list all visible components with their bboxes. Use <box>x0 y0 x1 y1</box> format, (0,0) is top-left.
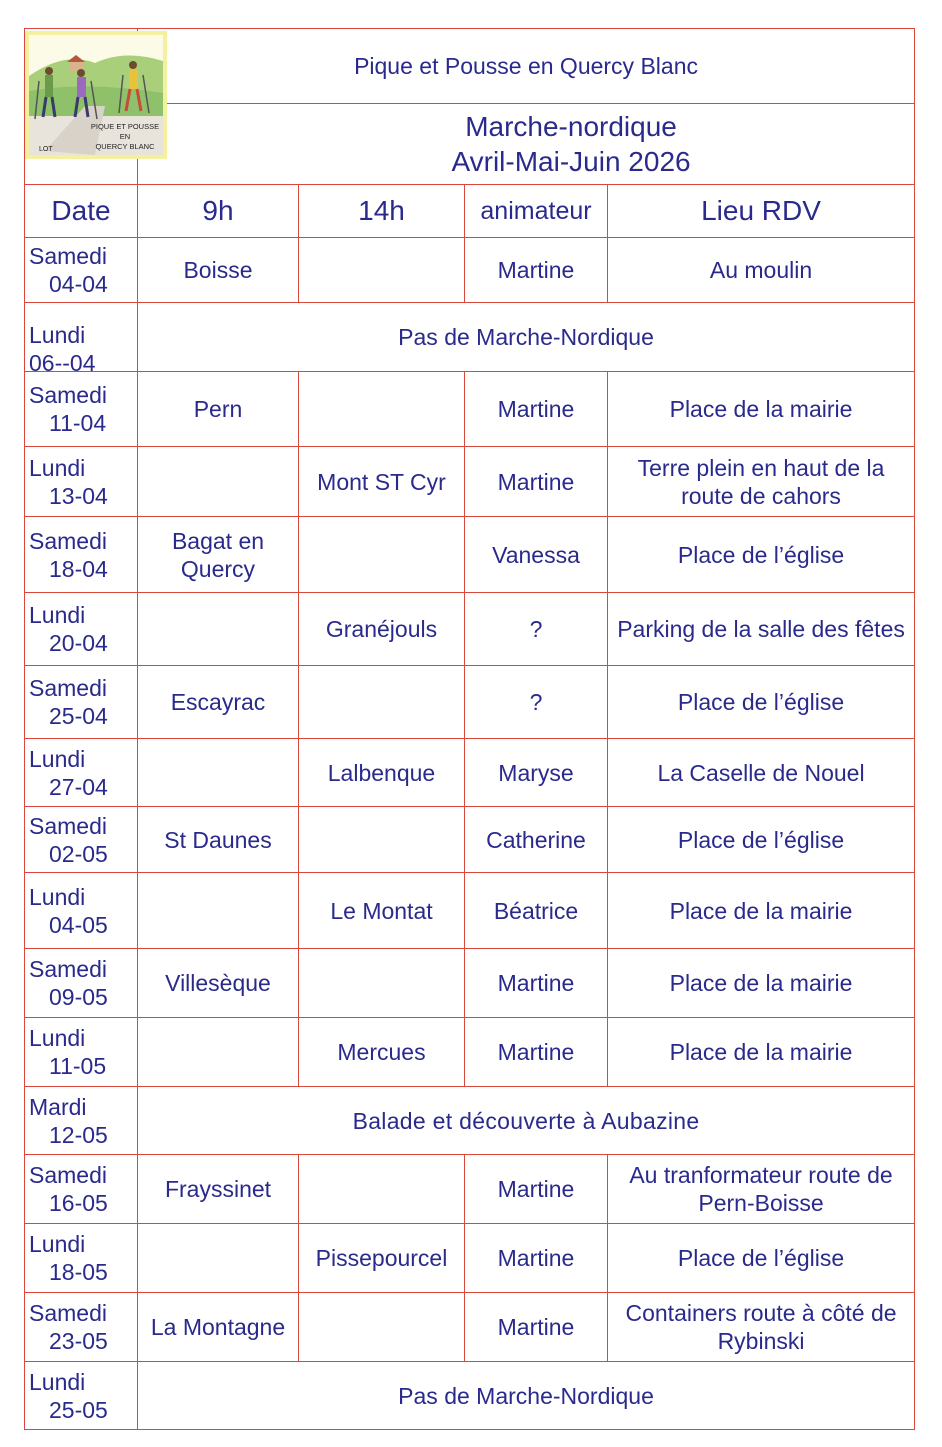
weekday: Samedi <box>29 1162 107 1188</box>
weekday: Lundi <box>29 454 86 481</box>
table-row <box>25 666 915 739</box>
weekday: Samedi <box>29 812 107 839</box>
date-cell <box>25 873 138 949</box>
morning-location: Boisse <box>138 238 299 303</box>
date-cell <box>25 447 138 517</box>
date-value: 25-04 <box>49 703 108 729</box>
no-walk-notice: Pas de Marche-Nordique <box>138 303 915 372</box>
svg-text:PIQUE ET POUSSE: PIQUE ET POUSSE <box>90 122 160 131</box>
table-row <box>25 1087 915 1155</box>
morning-location <box>138 1224 299 1293</box>
meeting-place: Place de la mairie <box>608 873 915 949</box>
date-value: 25-05 <box>49 1396 108 1423</box>
date-cell <box>25 303 138 372</box>
table-row <box>25 238 915 303</box>
afternoon-location <box>299 1155 465 1224</box>
afternoon-location: Mont ST Cyr <box>299 447 465 517</box>
leader-name: Martine <box>465 372 608 447</box>
afternoon-location <box>299 949 465 1018</box>
schedule-rows <box>25 238 915 1430</box>
morning-location: Pern <box>138 372 299 447</box>
date-value: 18-05 <box>49 1259 108 1285</box>
morning-location <box>138 593 299 666</box>
leader-name: Martine <box>465 1018 608 1087</box>
date-value: 20-04 <box>49 630 108 656</box>
meeting-place: Place de la mairie <box>608 372 915 447</box>
table-row <box>25 1224 915 1293</box>
afternoon-location: Pissepourcel <box>299 1224 465 1293</box>
meeting-place: Place de l’église <box>608 666 915 739</box>
leader-name: ? <box>465 593 608 666</box>
title-row <box>25 29 915 104</box>
date-cell <box>25 949 138 1018</box>
afternoon-location: Le Montat <box>299 873 465 949</box>
weekday: Samedi <box>29 1300 107 1326</box>
weekday: Lundi <box>29 1231 86 1257</box>
leader-name: Martine <box>465 949 608 1018</box>
col-header-lieu: Lieu RDV <box>608 185 915 238</box>
date-value: 18-04 <box>49 555 108 582</box>
col-header-9h: 9h <box>138 185 299 238</box>
table-row <box>25 949 915 1018</box>
morning-location: Escayrac <box>138 666 299 739</box>
morning-location: Bagat en Quercy <box>138 517 299 593</box>
leader-name: Martine <box>465 447 608 517</box>
meeting-place: La Caselle de Nouel <box>608 739 915 807</box>
table-row <box>25 1293 915 1362</box>
weekday: Samedi <box>29 243 107 269</box>
afternoon-location <box>299 238 465 303</box>
date-cell <box>25 372 138 447</box>
date-cell <box>25 1224 138 1293</box>
date-value: 27-04 <box>49 773 108 800</box>
svg-text:EN: EN <box>119 132 131 141</box>
hikers-logo-icon <box>25 31 167 159</box>
date-value: 11-05 <box>49 1053 107 1079</box>
leader-name: Martine <box>465 1155 608 1224</box>
col-header-animateur: animateur <box>465 185 608 238</box>
column-header-row <box>25 185 915 238</box>
date-cell <box>25 666 138 739</box>
table-row <box>25 303 915 372</box>
date-cell <box>25 593 138 666</box>
leader-name: Catherine <box>465 807 608 873</box>
leader-name: Martine <box>465 1293 608 1362</box>
date-value: 04-05 <box>49 911 108 938</box>
table-row <box>25 517 915 593</box>
meeting-place: Place de la mairie <box>608 949 915 1018</box>
leader-name: Martine <box>465 1224 608 1293</box>
morning-location <box>138 739 299 807</box>
weekday: Lundi <box>29 322 86 348</box>
table-row <box>25 807 915 873</box>
meeting-place: Containers route à côté de Rybinski <box>608 1293 915 1362</box>
leader-name: Maryse <box>465 739 608 807</box>
morning-location: St Daunes <box>138 807 299 873</box>
date-cell <box>25 739 138 807</box>
date-value: 12-05 <box>49 1121 108 1148</box>
meeting-place: Au tranformateur route de Pern-Boisse <box>608 1155 915 1224</box>
leader-name: Béatrice <box>465 873 608 949</box>
leader-name: Vanessa <box>465 517 608 593</box>
table-row <box>25 739 915 807</box>
date-cell <box>25 517 138 593</box>
table-row <box>25 1018 915 1087</box>
date-value: 13-04 <box>49 482 108 509</box>
col-header-date: Date <box>25 185 138 238</box>
logo <box>25 31 167 159</box>
weekday: Lundi <box>29 602 86 628</box>
leader-name: ? <box>465 666 608 739</box>
afternoon-location <box>299 517 465 593</box>
col-header-14h: 14h <box>299 185 465 238</box>
table-row <box>25 372 915 447</box>
morning-location: Villesèque <box>138 949 299 1018</box>
leader-name: Martine <box>465 238 608 303</box>
no-walk-notice: Pas de Marche-Nordique <box>138 1362 915 1430</box>
table-row <box>25 593 915 666</box>
svg-text:LOT: LOT <box>39 146 53 153</box>
morning-location <box>138 873 299 949</box>
afternoon-location: Mercues <box>299 1018 465 1087</box>
meeting-place: Place de l’église <box>608 807 915 873</box>
meeting-place: Au moulin <box>608 238 915 303</box>
date-cell <box>25 238 138 303</box>
morning-location <box>138 447 299 517</box>
date-cell <box>25 1362 138 1430</box>
morning-location <box>138 1018 299 1087</box>
morning-location: Frayssinet <box>138 1155 299 1224</box>
logo-cell <box>25 29 160 185</box>
table-row <box>25 447 915 517</box>
meeting-place: Terre plein en haut de la route de cahors <box>608 447 915 517</box>
date-value: 09-05 <box>49 984 108 1010</box>
date-cell <box>25 807 138 873</box>
date-value: 04-04 <box>49 271 108 297</box>
meeting-place: Place de la mairie <box>608 1018 915 1087</box>
date-value: 23-05 <box>49 1328 108 1354</box>
svg-text:QUERCY BLANC: QUERCY BLANC <box>95 142 155 151</box>
table-row <box>25 1155 915 1224</box>
date-cell <box>25 1018 138 1087</box>
afternoon-location <box>299 807 465 873</box>
table-row <box>25 873 915 949</box>
date-cell <box>25 1293 138 1362</box>
weekday: Samedi <box>29 675 107 701</box>
weekday: Lundi <box>29 883 86 910</box>
afternoon-location <box>299 1293 465 1362</box>
weekday: Samedi <box>29 956 107 982</box>
schedule-table <box>24 28 915 1430</box>
weekday: Mardi <box>29 1093 87 1120</box>
date-cell <box>25 1087 138 1155</box>
meeting-place: Parking de la salle des fêtes <box>608 593 915 666</box>
page-title: Pique et Pousse en Quercy Blanc <box>138 29 915 104</box>
date-value: 06--04 <box>29 350 96 371</box>
weekday: Samedi <box>29 382 107 408</box>
subtitle <box>138 104 915 185</box>
subtitle-period: Avril-Mai-Juin 2026 <box>451 146 691 177</box>
afternoon-location: Granéjouls <box>299 593 465 666</box>
subtitle-activity: Marche-nordique <box>465 111 677 142</box>
afternoon-location <box>299 666 465 739</box>
date-value: 02-05 <box>49 840 108 867</box>
weekday: Lundi <box>29 1025 86 1051</box>
date-value: 16-05 <box>49 1190 108 1216</box>
meeting-place: Place de l’église <box>608 517 915 593</box>
weekday: Samedi <box>29 527 107 554</box>
date-cell <box>25 1155 138 1224</box>
weekday: Lundi <box>29 745 86 772</box>
table-row <box>25 1362 915 1430</box>
meeting-place: Place de l’église <box>608 1224 915 1293</box>
weekday: Lundi <box>29 1368 86 1395</box>
morning-location: La Montagne <box>138 1293 299 1362</box>
event-banner: Balade et découverte à Aubazine <box>138 1087 915 1155</box>
afternoon-location: Lalbenque <box>299 739 465 807</box>
afternoon-location <box>299 372 465 447</box>
date-value: 11-04 <box>49 410 107 436</box>
